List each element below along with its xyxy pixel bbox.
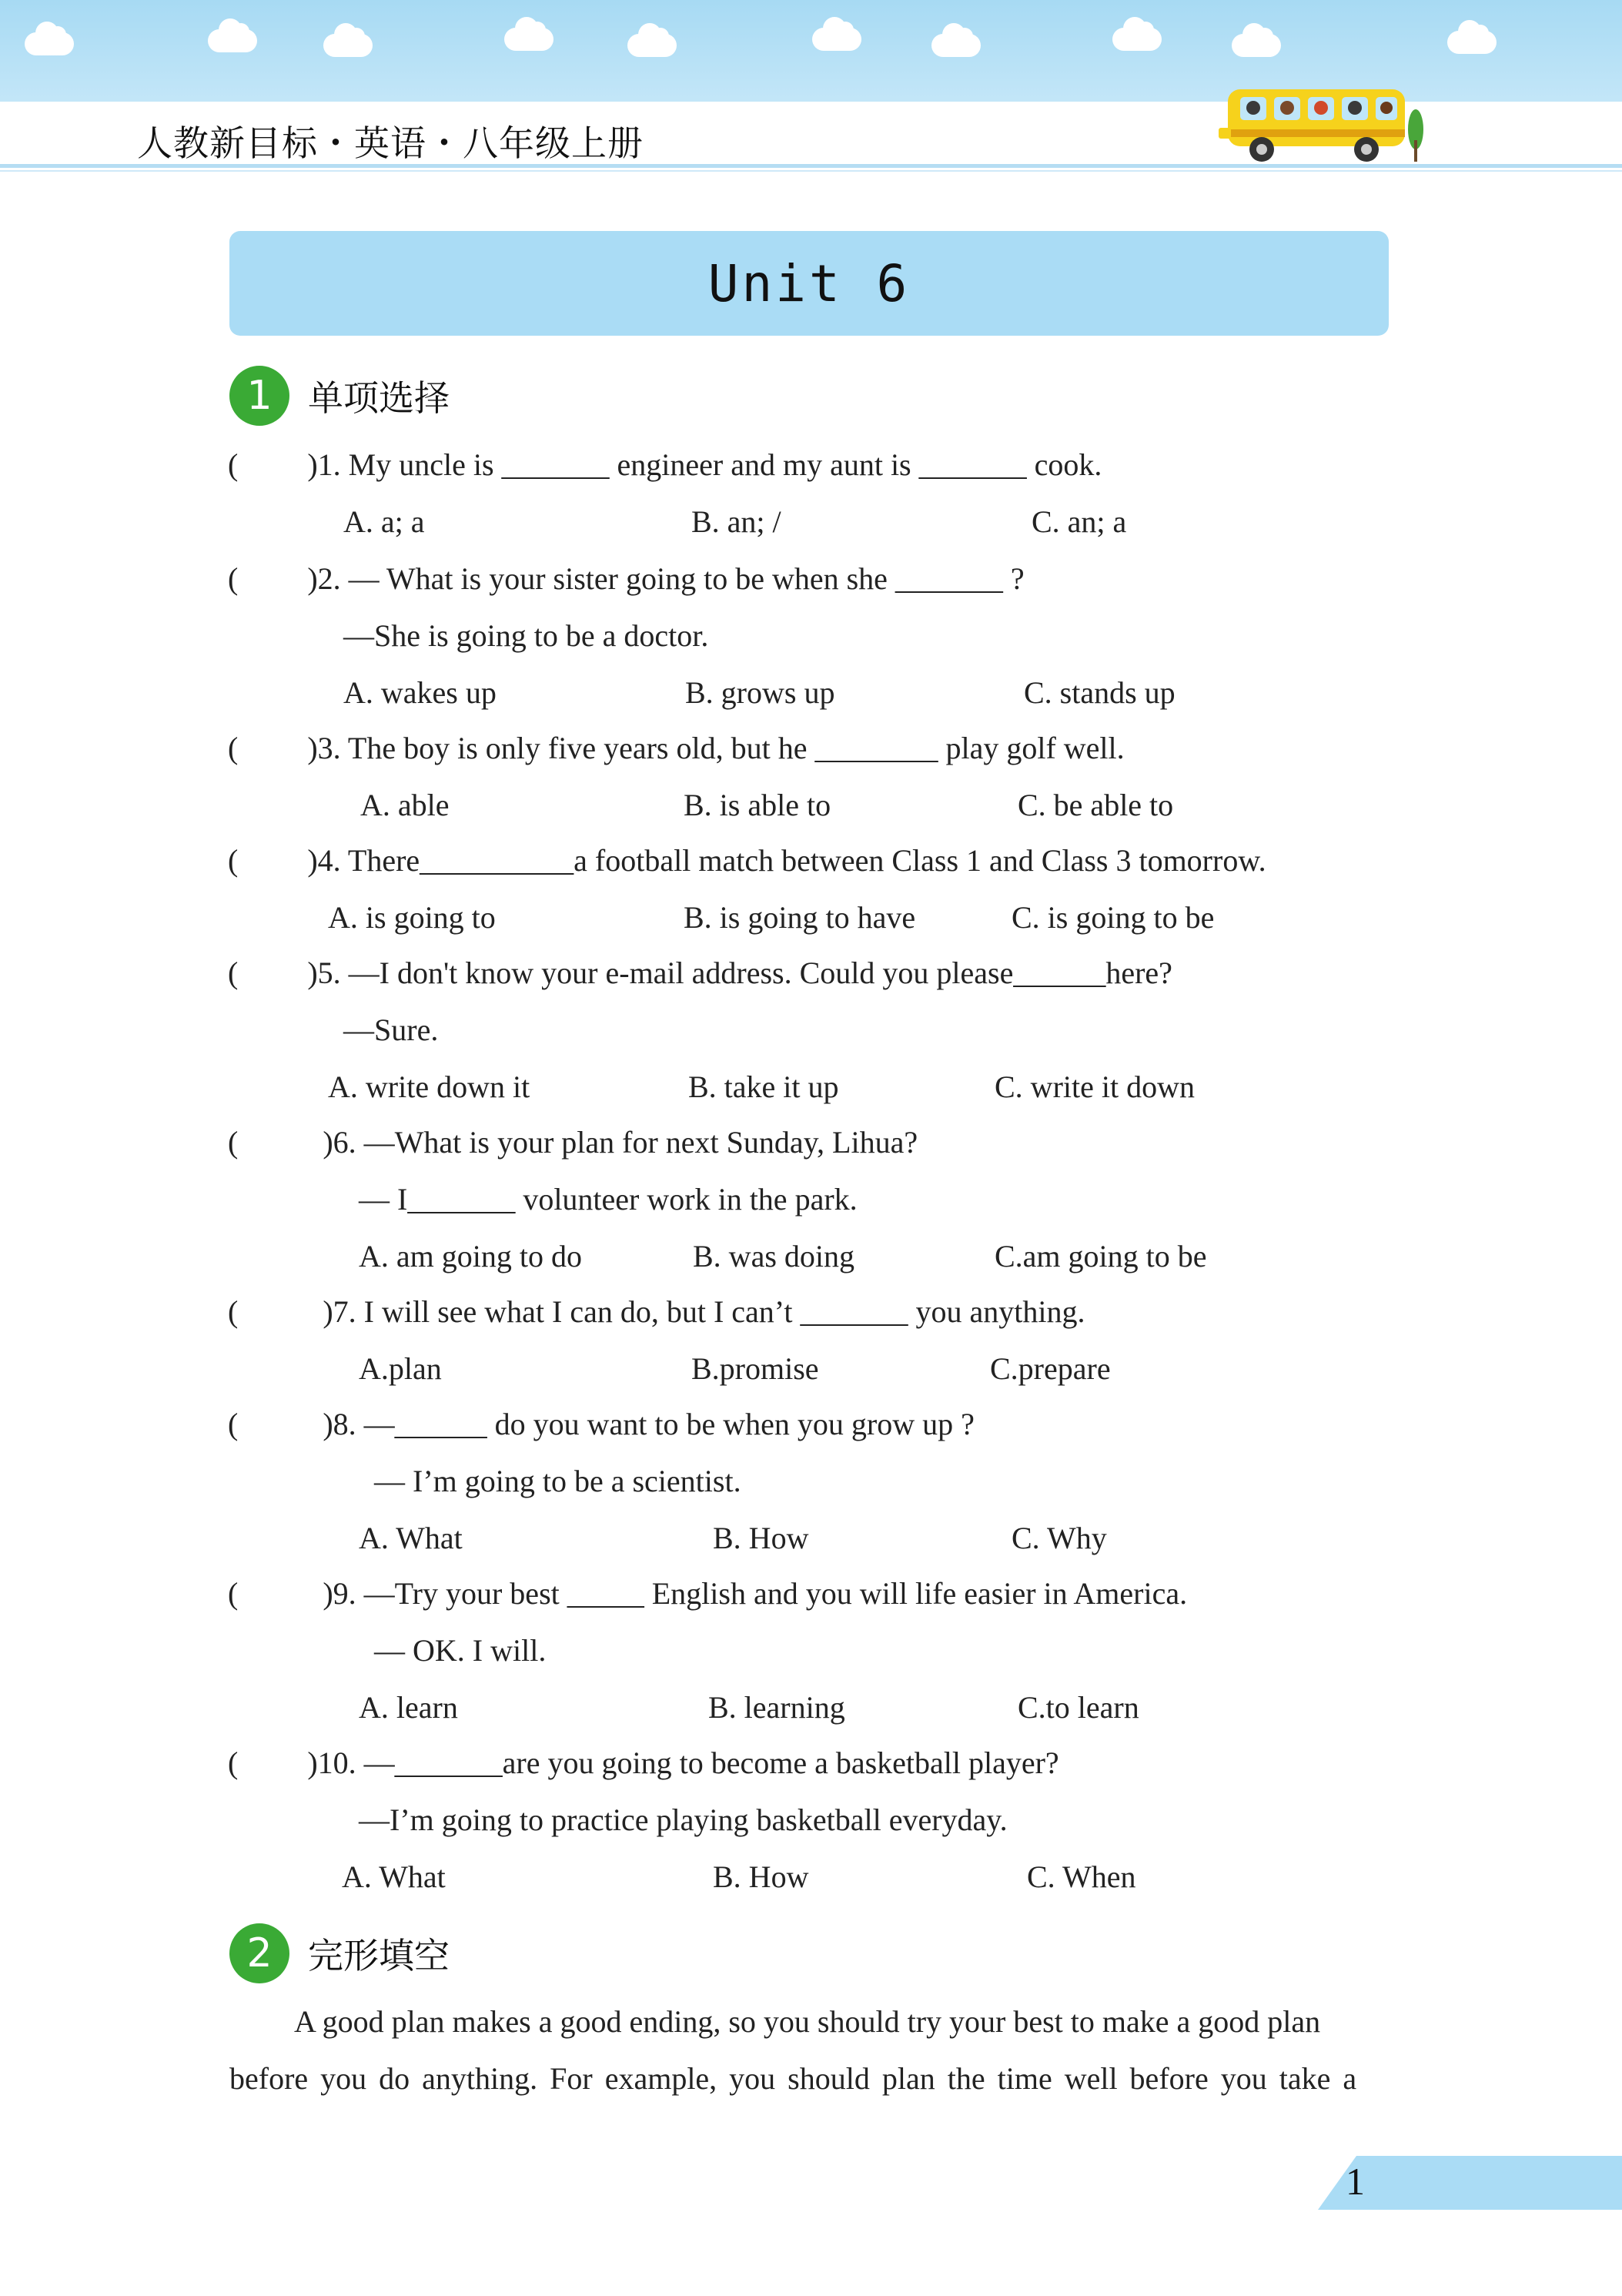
question-2-response: —She is going to be a doctor. <box>343 618 709 653</box>
question-1-option-b: B. an; / <box>691 504 781 539</box>
question-3-option-a: A. able <box>360 788 450 822</box>
question-4-option-c: C. is going to be <box>1012 900 1215 935</box>
cloud-icon <box>812 28 861 51</box>
section-title: 单项选择 <box>308 377 450 419</box>
page-number: 1 <box>1346 2160 1365 2203</box>
question-8-option-b: B. How <box>713 1521 809 1555</box>
section-number-badge: 2 <box>229 1923 289 1983</box>
question-3-stem: ( )3. The boy is only five years old, but he ________ play golf well. <box>228 731 1125 765</box>
section-1-heading <box>229 365 450 427</box>
question-1-stem: ( )1. My uncle is _______ engineer and my aunt is _______ cook. <box>228 447 1102 482</box>
question-1-option-c: C. an; a <box>1032 504 1127 539</box>
question-2-stem: ( )2. — What is your sister going to be when she _______ ? <box>228 561 1025 596</box>
question-6-stem: ( )6. —What is your plan for next Sunday, Lihua? <box>228 1125 918 1160</box>
question-2-option-b: B. grows up <box>685 675 835 710</box>
question-3-option-c: C. be able to <box>1018 788 1174 822</box>
question-6-response: — I_______ volunteer work in the park. <box>359 1182 858 1217</box>
question-5-option-a: A. write down it <box>328 1069 530 1104</box>
school-bus-icon <box>1212 83 1428 166</box>
cloud-icon <box>323 34 373 57</box>
cloud-icon <box>208 29 257 52</box>
question-7-option-a: A.plan <box>359 1351 442 1386</box>
question-6-option-c: C.am going to be <box>995 1239 1207 1274</box>
question-6-option-b: B. was doing <box>693 1239 854 1274</box>
question-8-option-c: C. Why <box>1012 1521 1107 1555</box>
cloud-icon <box>1447 31 1497 54</box>
question-7-option-c: C.prepare <box>990 1351 1111 1386</box>
unit-title: Unit 6 <box>707 253 911 313</box>
cloud-icon <box>1232 34 1281 57</box>
passage-line-1: A good plan makes a good ending, so you should try your best to make a good plan <box>294 2004 1321 2039</box>
question-9-option-a: A. learn <box>359 1690 458 1725</box>
cloud-icon <box>1112 28 1162 51</box>
question-2-option-c: C. stands up <box>1024 675 1176 710</box>
question-10-option-a: A. What <box>342 1859 446 1894</box>
section-title: 完形填空 <box>308 1935 450 1976</box>
question-5-option-b: B. take it up <box>688 1069 839 1104</box>
cloud-icon <box>25 32 74 55</box>
question-4-option-b: B. is going to have <box>684 900 916 935</box>
question-10-option-b: B. How <box>713 1859 809 1894</box>
book-title: 人教新目标・英语・八年级上册 <box>137 122 644 164</box>
unit-banner <box>229 231 1389 336</box>
question-9-stem: ( )9. —Try your best _____ English and you will life easier in America. <box>228 1576 1188 1611</box>
cloud-icon <box>504 28 553 51</box>
question-9-response: — OK. I will. <box>374 1633 547 1668</box>
question-6-option-a: A. am going to do <box>359 1239 582 1274</box>
question-2-option-a: A. wakes up <box>343 675 497 710</box>
question-5-stem: ( )5. —I don't know your e-mail address. Could you please______here? <box>228 956 1172 990</box>
passage-line-2: before you do anything. For example, you should plan the time well before you take a <box>229 2061 1357 2096</box>
question-5-response: —Sure. <box>343 1012 439 1047</box>
question-8-option-a: A. What <box>359 1521 463 1555</box>
question-1-option-a: A. a; a <box>343 504 425 539</box>
question-10-option-c: C. When <box>1027 1859 1136 1894</box>
question-3-option-b: B. is able to <box>684 788 831 822</box>
cloud-icon <box>931 34 981 57</box>
question-4-stem: ( )4. There__________a football match between Class 1 and Class 3 tomorrow. <box>228 843 1266 878</box>
question-9-option-b: B. learning <box>708 1690 845 1725</box>
question-10-response: —I’m going to practice playing basketball everyday. <box>359 1802 1008 1837</box>
question-8-stem: ( )8. —______ do you want to be when you grow up ? <box>228 1407 975 1441</box>
question-4-option-a: A. is going to <box>328 900 496 935</box>
question-9-option-c: C.to learn <box>1018 1690 1139 1725</box>
section-2-heading <box>229 1923 450 1984</box>
header-divider-thin <box>0 170 1622 172</box>
question-8-response: — I’m going to be a scientist. <box>374 1464 741 1498</box>
section-number-badge: 1 <box>229 366 289 426</box>
cloud-icon <box>627 34 677 57</box>
question-7-stem: ( )7. I will see what I can do, but I can’t _______ you anything. <box>228 1294 1085 1329</box>
question-10-stem: ( )10. —_______are you going to become a basketball player? <box>228 1745 1059 1780</box>
question-5-option-c: C. write it down <box>995 1069 1195 1104</box>
question-7-option-b: B.promise <box>691 1351 819 1386</box>
